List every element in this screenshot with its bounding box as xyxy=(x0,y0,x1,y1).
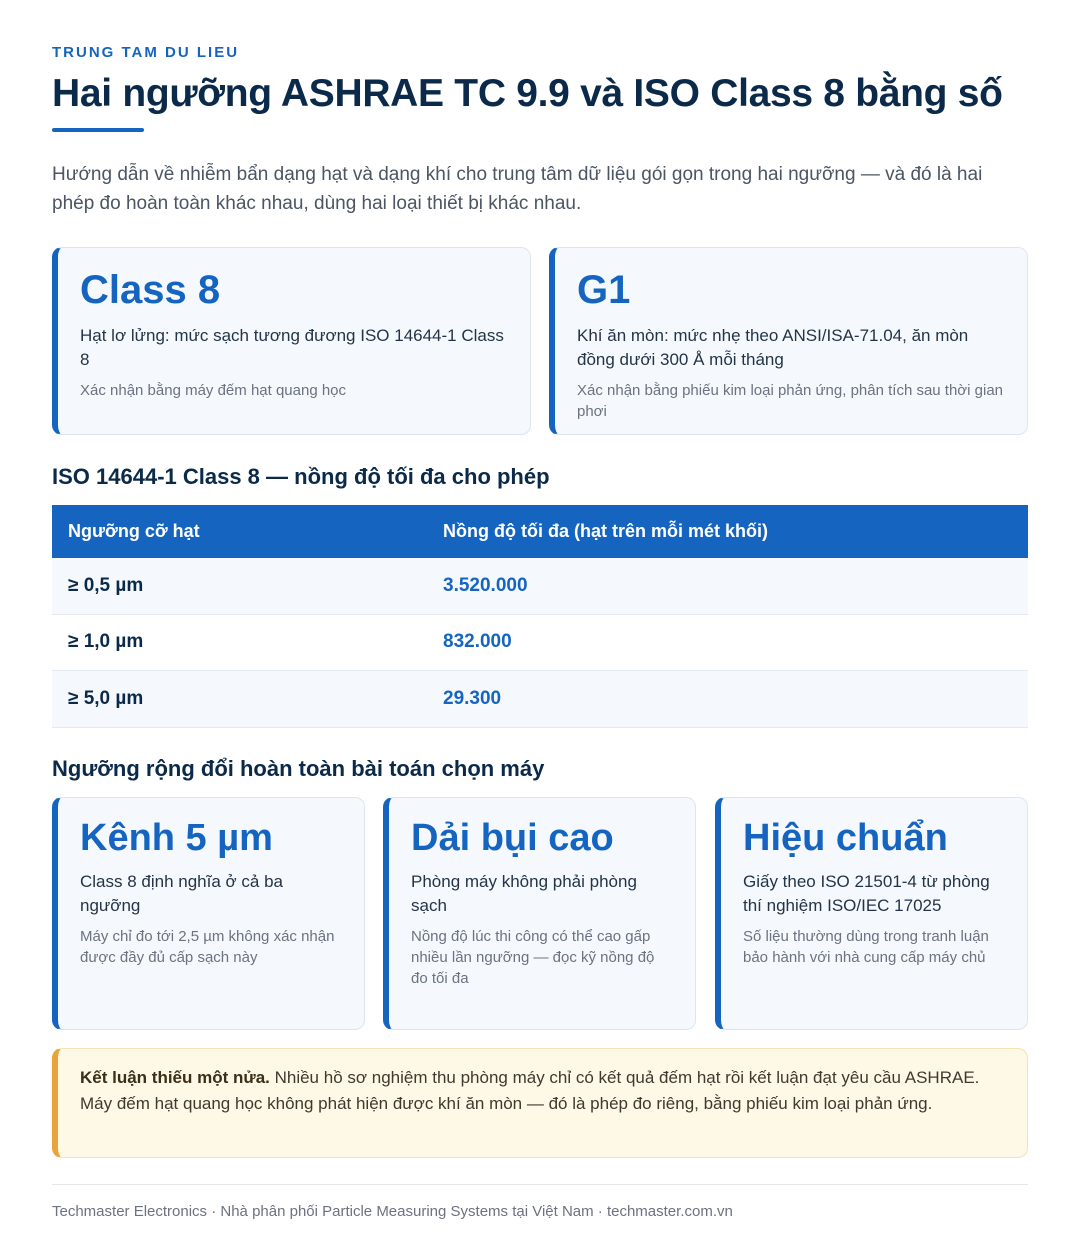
table-heading: ISO 14644-1 Class 8 — nồng độ tối đa cho phép xyxy=(52,464,550,489)
threshold-value: Class 8 xyxy=(80,268,221,312)
cell-concentration: 3.520.000 xyxy=(443,574,528,596)
cell-concentration: 29.300 xyxy=(443,687,502,709)
threshold-value: G1 xyxy=(577,268,631,312)
footer-text: Techmaster Electronics · Nhà phân phối Particle Measuring Systems tại Việt Nam · techmaster.com.vn xyxy=(52,1203,733,1220)
selection-card-calibration xyxy=(715,797,1028,1030)
callout-lead: Kết luận thiếu một nửa. xyxy=(80,1068,270,1087)
selection-heading: Ngưỡng rộng đổi hoàn toàn bài toán chọn máy xyxy=(52,756,545,781)
cell-size: ≥ 1,0 µm xyxy=(68,631,144,653)
selection-card-range xyxy=(383,797,696,1030)
table-row xyxy=(52,615,1028,672)
callout-body: Nhiều hồ sơ nghiệm thu phòng máy chỉ có kết quả đếm hạt rồi kết luận đạt yêu cầu ASHRAE. Máy đếm hạt quang học không phát hiện được khí ăn mòn — đó là phép đo riêng, bằng phiếu kim loại phản ứng. xyxy=(80,1068,980,1113)
selection-description: Giấy theo ISO 21501-4 từ phòng thí nghiệm ISO/IEC 17025 xyxy=(743,872,990,915)
selection-value: Dải bụi cao xyxy=(411,817,614,859)
title-underline xyxy=(52,128,144,132)
eyebrow-label: TRUNG TAM DU LIEU xyxy=(52,44,240,61)
selection-card-channel xyxy=(52,797,365,1030)
threshold-description: Khí ăn mòn: mức nhẹ theo ANSI/ISA-71.04, ăn mòn đồng dưới 300 Å mỗi tháng xyxy=(577,326,969,369)
selection-value: Hiệu chuẩn xyxy=(743,817,948,859)
selection-description: Class 8 định nghĩa ở cả ba ngưỡng xyxy=(80,872,283,915)
concentration-table xyxy=(52,505,1028,728)
cell-size: ≥ 0,5 µm xyxy=(68,574,144,596)
threshold-note: Xác nhận bằng phiếu kim loại phản ứng, phân tích sau thời gian phơi xyxy=(577,382,1004,420)
column-header-concentration: Nồng độ tối đa (hạt trên mỗi mét khối) xyxy=(443,521,768,541)
table-row xyxy=(52,558,1028,615)
page-title: Hai ngưỡng ASHRAE TC 9.9 và ISO Class 8 bằng số xyxy=(52,72,1003,115)
selection-note: Máy chỉ đo tới 2,5 µm không xác nhận được đầy đủ cấp sạch này xyxy=(80,928,335,966)
selection-note: Số liệu thường dùng trong tranh luận bảo hành với nhà cung cấp máy chủ xyxy=(743,928,989,966)
table-header-row xyxy=(52,505,1028,558)
cell-concentration: 832.000 xyxy=(443,631,512,653)
warning-callout xyxy=(52,1048,1028,1158)
intro-paragraph: Hướng dẫn về nhiễm bẩn dạng hạt và dạng khí cho trung tâm dữ liệu gói gọn trong hai ngưỡng — và đó là hai phép đo hoàn toàn khác nhau, dùng hai loại thiết bị khác nhau. xyxy=(52,164,983,214)
threshold-note: Xác nhận bằng máy đếm hạt quang học xyxy=(80,382,347,399)
threshold-card-particle xyxy=(52,247,531,435)
selection-description: Phòng máy không phải phòng sạch xyxy=(411,872,637,915)
selection-note: Nồng độ lúc thi công có thể cao gấp nhiều lần ngưỡng — đọc kỹ nồng độ đo tối đa xyxy=(411,928,655,987)
column-header-size: Ngưỡng cỡ hạt xyxy=(68,521,200,541)
threshold-description: Hạt lơ lửng: mức sạch tương đương ISO 14644-1 Class 8 xyxy=(80,326,504,369)
table-row xyxy=(52,671,1028,728)
selection-value: Kênh 5 µm xyxy=(80,817,273,859)
cell-size: ≥ 5,0 µm xyxy=(68,687,144,709)
threshold-card-gas xyxy=(549,247,1028,435)
footer-divider xyxy=(52,1184,1028,1185)
